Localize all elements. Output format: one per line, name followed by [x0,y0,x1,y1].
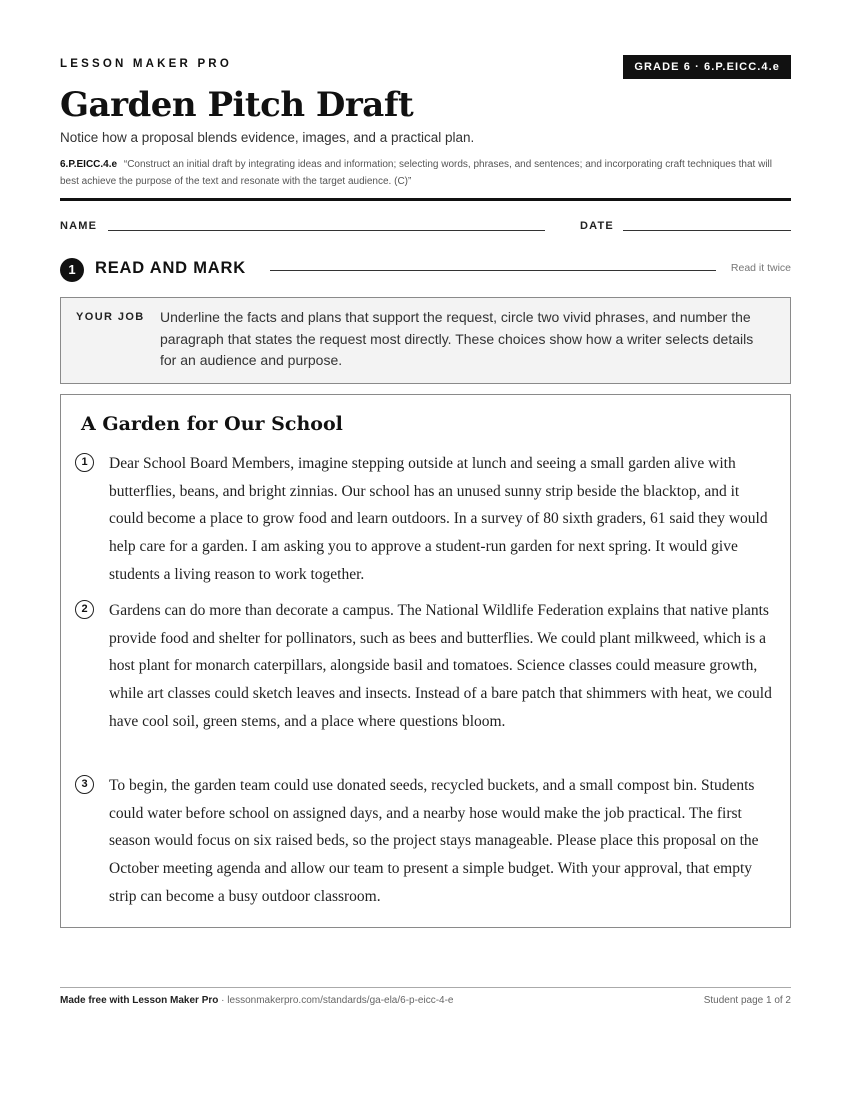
paragraph-number-badge: 1 [75,453,94,472]
job-text: Underline the facts and plans that support the request, circle two vivid phrases, and number the paragraph that states the request most directly. These choices show how a writer selects details for an audience and purpose. [160,309,754,368]
page-title: Garden Pitch Draft [60,85,414,125]
paragraph-text: Gardens can do more than decorate a campus. The National Wildlife Federation explains that native plants provide food and shelter for pollinators, such as bees and butterflies. We could plant milkweed, which is a host plant for monarch caterpillars, alongside basil and tomatoes. Science classes could measure growth, while art classes could sketch leaves and insects. Instead of a bare patch that shimmers with heat, we could have cool soil, green stems, and a place where questions bloom. [109,602,772,730]
footer-page-number: Student page 1 of 2 [703,995,791,1006]
paragraph-text: To begin, the garden team could use donated seeds, recycled buckets, and a small compost bin. Students could water before school on assigned days, and a nearby hose would make the job practical. The first season would focus on six raised beds, so the project stays manageable. Please place this proposal on the October meeting agenda and allow our team to present a simple budget. With your approval, that empty strip can become a busy outdoor classroom. [109,777,759,905]
brand-row [60,55,791,79]
section-divider [270,270,716,271]
brand-name: LESSON MAKER PRO [60,58,232,70]
page-subtitle: Notice how a proposal blends evidence, images, and a practical plan. [60,130,475,145]
footer [60,995,791,1006]
footer-separator: · [218,995,228,1006]
standard-text: “Construct an initial draft by integrating ideas and information; selecting words, phrases, and sentences; and incorporating craft techniques that will best achieve the purpose of the text and resonate with the target audience. (C)” [60,159,772,187]
footer-divider [60,987,791,988]
section-title: READ AND MARK [95,259,246,277]
footer-made-with: Made free with Lesson Maker Pro [60,995,219,1006]
job-instructions-box [60,297,791,384]
job-label: YOUR JOB [76,311,145,323]
passage-title: A Garden for Our School [81,413,343,435]
name-date-row [60,218,791,238]
paragraph-text: Dear School Board Members, imagine stepping outside at lunch and seeing a small garden alive with butterflies, beans, and bright zinnias. Our school has an unused sunny strip beside the blacktop, and it could become a place to grow food and learn outdoors. In a survey of 80 sixth graders, 61 said they would help care for a garden. I am asking you to approve a student-run garden for next spring. It would give students a living reason to work together. [109,455,768,583]
footer-url: lessonmakerpro.com/standards/ga-ela/6-p-eicc-4-e [227,995,454,1006]
header-divider [60,198,791,201]
name-field[interactable] [108,230,545,231]
standard-code: 6.P.EICC.4.e [60,159,118,170]
section-note: Read it twice [730,262,791,274]
standard-description [60,156,791,190]
paragraph-number-badge: 2 [75,600,94,619]
name-label: NAME [60,220,98,232]
date-label: DATE [580,220,614,232]
paragraph-number-badge: 3 [75,775,94,794]
section-header [60,258,791,284]
section-number-badge: 1 [60,258,84,282]
passage-box [60,394,791,928]
date-field[interactable] [623,230,791,231]
grade-badge: GRADE 6 · 6.P.EICC.4.e [623,55,791,79]
